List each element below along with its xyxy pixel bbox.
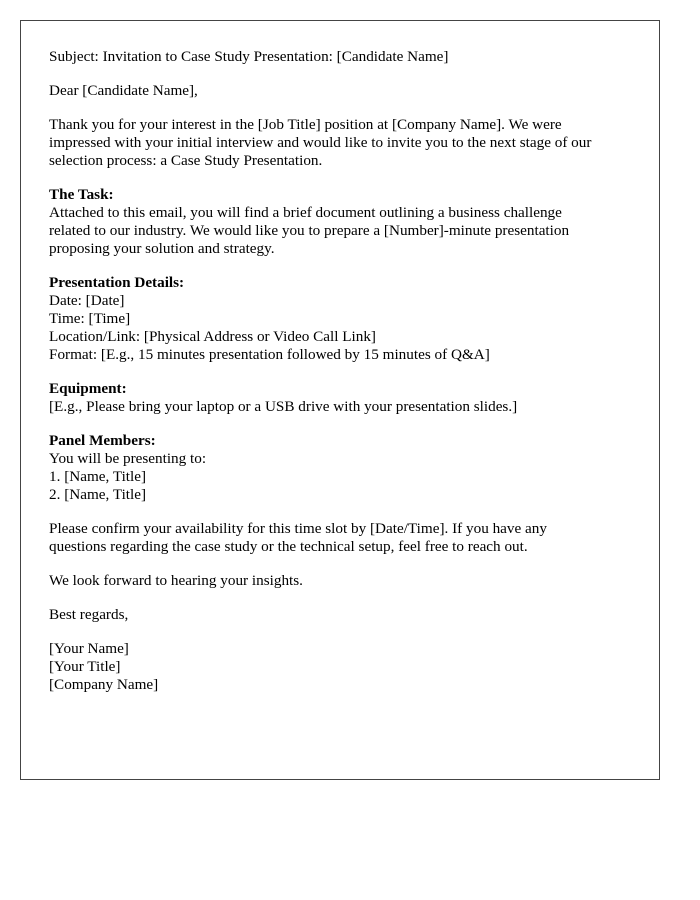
- panel-heading: Panel Members:: [49, 432, 156, 449]
- details-date: Date: [Date]: [49, 292, 125, 309]
- letter-body: [49, 48, 639, 710]
- equipment-heading: Equipment:: [49, 380, 127, 397]
- intro-paragraph: [49, 116, 639, 170]
- details-location: Location/Link: [Physical Address or Video Call Link]: [49, 328, 376, 345]
- details-heading: Presentation Details:: [49, 274, 185, 291]
- task-line: related to our industry. We would like you to prepare a [Number]-minute presentation: [49, 222, 570, 239]
- closing-line: We look forward to hearing your insights.: [49, 572, 303, 589]
- intro-line: impressed with your initial interview and would like to invite you to the next stage of our: [49, 134, 592, 151]
- letter-frame: [20, 20, 660, 780]
- task-line: Attached to this email, you will find a brief document outlining a business challenge: [49, 204, 562, 221]
- task-line: proposing your solution and strategy.: [49, 240, 275, 257]
- panel-member: 1. [Name, Title]: [49, 468, 147, 485]
- details-section: [49, 274, 639, 364]
- confirm-line: questions regarding the case study or the technical setup, feel free to reach out.: [49, 538, 528, 555]
- panel-intro: You will be presenting to:: [49, 450, 207, 467]
- signature-name: [Your Name]: [49, 640, 129, 657]
- details-time: Time: [Time]: [49, 310, 131, 327]
- task-heading: The Task:: [49, 186, 114, 203]
- signoff: Best regards,: [49, 606, 129, 623]
- equipment-text: [E.g., Please bring your laptop or a USB drive with your presentation slides.]: [49, 398, 518, 415]
- signature-company: [Company Name]: [49, 676, 159, 693]
- task-section: [49, 186, 639, 258]
- details-format: Format: [E.g., 15 minutes presentation followed by 15 minutes of Q&A]: [49, 346, 490, 363]
- intro-line: selection process: a Case Study Presentation.: [49, 152, 323, 169]
- subject-line: Subject: Invitation to Case Study Presentation: [Candidate Name]: [49, 48, 449, 65]
- equipment-section: [49, 380, 639, 416]
- panel-section: [49, 432, 639, 504]
- panel-member: 2. [Name, Title]: [49, 486, 147, 503]
- confirm-line: Please confirm your availability for this time slot by [Date/Time]. If you have any: [49, 520, 547, 537]
- intro-line: Thank you for your interest in the [Job Title] position at [Company Name]. We were: [49, 116, 562, 133]
- signature-title: [Your Title]: [49, 658, 121, 675]
- greeting: Dear [Candidate Name],: [49, 82, 198, 99]
- signature-block: [49, 640, 639, 694]
- confirm-paragraph: [49, 520, 639, 556]
